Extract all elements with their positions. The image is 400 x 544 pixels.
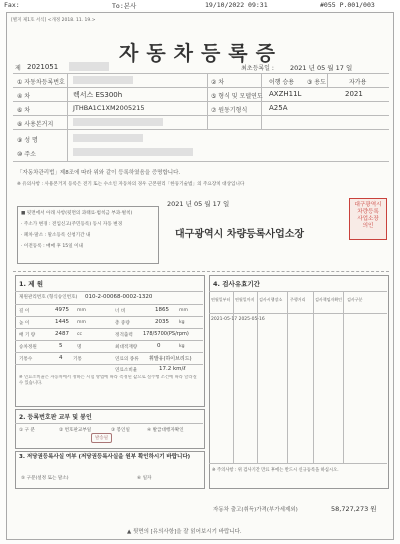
width-unit: mm xyxy=(179,308,188,313)
seal-line: 대구광역시 xyxy=(354,202,382,208)
plate-col: ③ 봉인일 xyxy=(111,428,130,433)
vin: JTHBA1C1XM2005215 xyxy=(73,104,145,112)
type-approval-label: 제원관리번호 (형식승인번호) xyxy=(19,295,78,300)
length-unit: mm xyxy=(77,308,86,313)
seal-line: 사업소장 xyxy=(357,216,379,222)
mortgage-col: ⑥ 일자 xyxy=(137,476,152,481)
seal-line: 차량등록 xyxy=(357,209,379,215)
mortgage-title: 3. 저당권등록사실 여부 (저당권등록사실을 원부 확인하시기 바랍니다) xyxy=(19,454,191,460)
notice-box xyxy=(17,206,159,264)
inspection-col: 연월일부터 xyxy=(211,297,231,302)
plate-col: ④ 발급대행자확인 xyxy=(147,428,184,433)
inspection-col: 검사책임자확인 xyxy=(315,297,343,302)
first-reg-label: 최초등록일 : xyxy=(241,65,274,72)
fax-from: Fax: xyxy=(4,1,20,9)
inspection-col: 검사구분 xyxy=(347,297,363,302)
model-label: ⑤ 형식 및 모델연도 xyxy=(211,93,263,100)
law-text: 「자동차관리법」제8조에 따라 위와 같이 등록하였음을 증명합니다. xyxy=(17,170,181,176)
fuel-efficiency: 17.2 km/ℓ xyxy=(159,366,186,372)
doc-title: 자동차등록증 xyxy=(119,41,283,65)
notice-line: · 주소가 변경 : 전입신고(주민등록) 동시 자동 변경 xyxy=(21,222,123,227)
issue-date: 2021 년 05 월 17 일 xyxy=(167,200,230,208)
owner-name-label: ⑨ 성 명 xyxy=(17,137,38,144)
vin-label: ⑥ 차 xyxy=(17,107,31,114)
usage: 자가용 xyxy=(349,79,367,86)
plate-col: ① 구 분 xyxy=(19,428,35,433)
spec-note: ※ 연료소비율은 자동차에서 정하는 시험 방법에 따라 측정된 값으로 실주행 조건에 따라 달라질 수 있습니다. xyxy=(19,375,197,386)
car-name-label: ④ 차 xyxy=(17,93,31,100)
weight-label: 총 중량 xyxy=(115,321,130,326)
owner-address-label: ⑩ 주소 xyxy=(17,151,36,158)
mortgage-col: ⑤ 구분(설정 또는 말소) xyxy=(21,476,69,481)
reg-no: 2021051 xyxy=(27,63,59,71)
first-reg-date: 2021 년 05 월 17 일 xyxy=(290,64,353,72)
max-load: 0 xyxy=(157,343,161,349)
seats: 5 xyxy=(59,343,63,349)
redaction xyxy=(73,148,193,156)
seats-unit: 명 xyxy=(77,345,82,350)
address-label: ⑧ 사용본거지 xyxy=(17,121,54,128)
inspection-title: 4. 검사유효기간 xyxy=(213,280,260,288)
height-label: 높 이 xyxy=(19,321,30,326)
usage-label: ③ 용도 xyxy=(307,79,326,86)
vehicle-type: 이행 승용 xyxy=(269,79,295,86)
vehicle-type-label: ② 차 xyxy=(211,79,225,86)
displacement-unit: cc xyxy=(77,332,83,337)
model: AXZH11L xyxy=(269,90,302,98)
sent-stamp: 발송필 xyxy=(91,433,112,443)
height: 1445 xyxy=(55,319,69,325)
redaction xyxy=(69,62,109,71)
inspection-col: 검사시행장소 xyxy=(259,297,283,302)
engine-label: ⑦ 원동기형식 xyxy=(211,107,248,114)
load-unit: kg xyxy=(179,344,185,349)
output-label: 정격출력 xyxy=(115,333,133,338)
type-approval: 010-2-00068-0002-1320 xyxy=(85,294,153,300)
office-name: 대구광역시 차량등록사업소장 xyxy=(175,229,305,240)
width-label: 너 비 xyxy=(115,309,126,314)
form-ref: [별지 제1호 서식] <개정 2018. 11. 19.> xyxy=(11,18,96,23)
redaction xyxy=(73,118,163,126)
registration-certificate xyxy=(6,12,394,540)
inspection-col: 연월일까지 xyxy=(235,297,255,302)
bottom-note: ▲ 뒷면의 [유의사항]을 잘 읽어보시기 바랍니다. xyxy=(127,529,242,535)
price-label: 자동차 출고(취득)가격(부가세제외) xyxy=(213,507,298,513)
length: 4975 xyxy=(55,307,69,313)
price: 58,727,273 원 xyxy=(331,505,377,513)
efficiency-label: 연료소비율 xyxy=(115,368,138,373)
cylinders-label: 기통수 xyxy=(19,357,33,362)
cylinders-unit: 기통 xyxy=(73,357,82,362)
inspection-section xyxy=(209,275,389,489)
redaction xyxy=(73,76,133,84)
fax-to: To:본사 xyxy=(112,2,137,10)
note-text: ※ 유의사항 : 사용본거지 등록은 전기 또는 수소인 자동차의 경우 근본원리「한둥기술법」의 주요장치 대상입니다 xyxy=(17,182,245,187)
plate-col: ② 번호판교부일 xyxy=(59,428,92,433)
inspection-row: 2021-05-17 2025-05-16 xyxy=(211,317,265,322)
displacement-label: 배 기 량 xyxy=(19,333,36,338)
redaction xyxy=(73,134,143,142)
reg-no-label: 제 xyxy=(15,65,21,72)
fold-line xyxy=(13,271,389,272)
spec-title: 1. 제 원 xyxy=(19,280,44,288)
displacement: 2487 xyxy=(55,331,69,337)
cylinders: 4 xyxy=(59,355,63,361)
notice-line: · 이전등록 : 매매 후 15일 이내 xyxy=(21,244,83,249)
fuel-type: 휘발유(하이브리드) xyxy=(149,356,192,362)
height-unit: mm xyxy=(77,320,86,325)
car-name: 렉서스 ES300h xyxy=(73,91,123,99)
width: 1865 xyxy=(155,307,169,313)
office-seal xyxy=(349,198,387,240)
inspection-note: ※ 주의사항 : 위 검사기간 만료 후에는 반드시 신규등록을 하십시오. xyxy=(212,468,339,473)
weight-unit: kg xyxy=(179,320,185,325)
fuel-label: 연료의 종류 xyxy=(115,357,139,362)
weight: 2035 xyxy=(155,319,169,325)
model-year: 2021 xyxy=(345,90,363,98)
output: 178/5700(PS/rpm) xyxy=(143,331,189,337)
notice-line: ■ 뒷면에서 아래 사항(뒷면의 과태료·범칙금 부과·벌칙) xyxy=(21,211,133,216)
seats-label: 승차정원 xyxy=(19,345,37,350)
load-label: 최대적재량 xyxy=(115,345,138,350)
fax-header xyxy=(0,0,400,10)
engine-type: A25A xyxy=(269,104,288,112)
length-label: 길 이 xyxy=(19,309,30,314)
fax-datetime: 19/10/2022 09:31 xyxy=(205,1,268,9)
seal-line: 의인 xyxy=(362,223,374,229)
fax-page: #055 P.001/003 xyxy=(320,1,375,9)
inspection-col: 주행거리 xyxy=(290,297,306,302)
notice-line: · 폐차·말소 : 말소등록 신청기간 내 xyxy=(21,233,91,238)
plate-title: 2. 등록번호판 교부 및 봉인 xyxy=(19,414,92,421)
reg-number-label: ① 자동차등록번호 xyxy=(17,79,65,86)
